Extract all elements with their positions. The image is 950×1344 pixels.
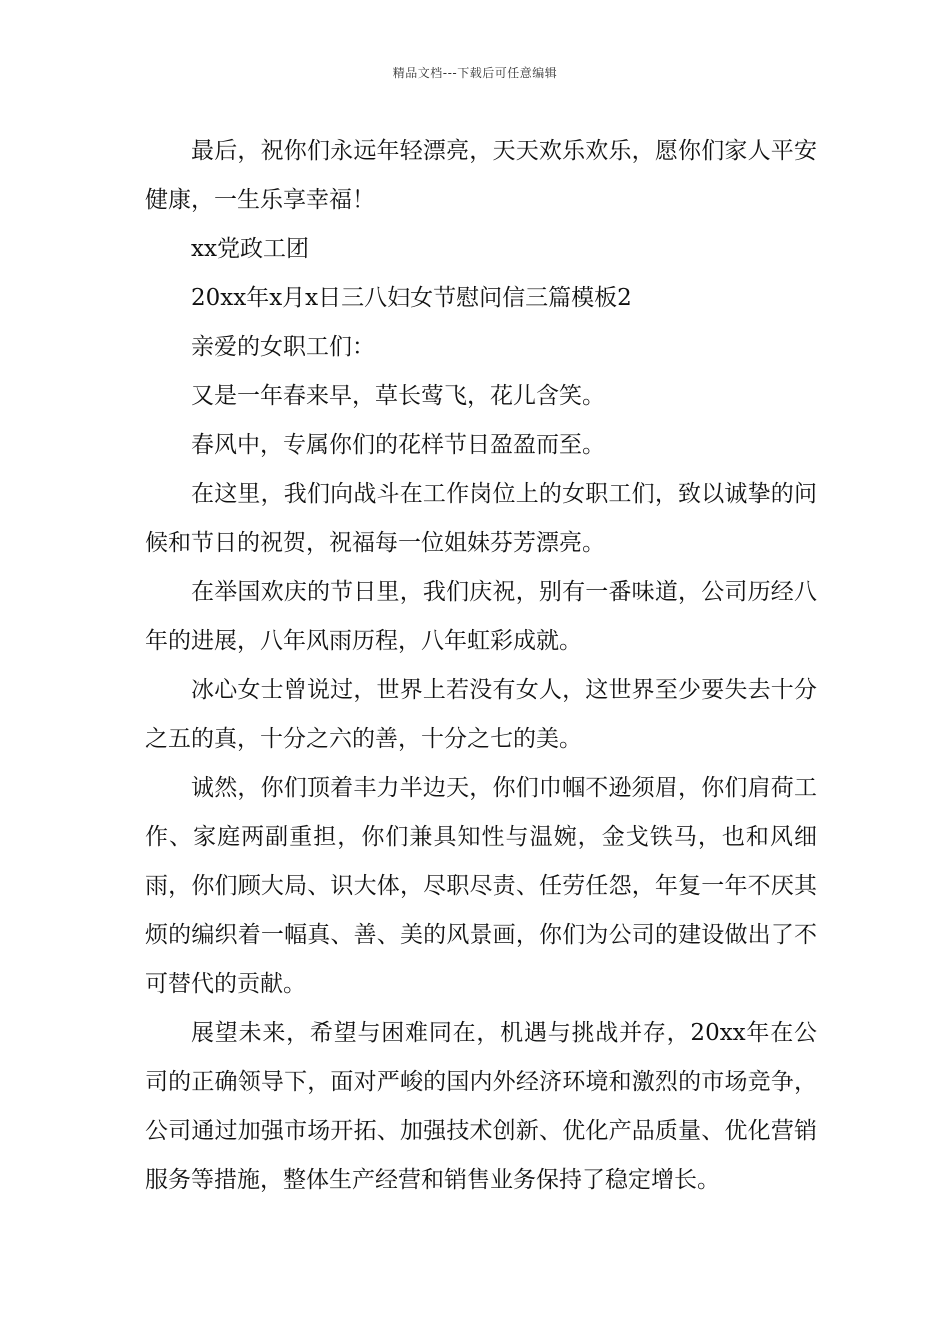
page-header: 精品文档---下载后可任意编辑 <box>392 66 558 80</box>
paragraph-salutation: 亲爱的女职工们： <box>191 334 375 360</box>
paragraph-bingxin-quote: 冰心女士曾说过，世界上若没有女人，这世界至少要失去十分之五的真，十分之六的善，十分之七的美。 <box>145 677 817 752</box>
paragraph-letter-title: 20xx年x月x日三八妇女节慰问信三篇模板2 <box>191 285 632 311</box>
document-body <box>145 127 817 1205</box>
paragraph-company-history: 在举国欢庆的节日里，我们庆祝，别有一番味道，公司历经八年的进展，八年风雨历程，八年虹彩成就。 <box>145 579 817 654</box>
paragraph-praise: 诚然，你们顶着丰力半边天，你们巾帼不逊须眉，你们肩荷工作、家庭两副重担，你们兼具知性与温婉，金戈铁马，也和风细雨，你们顾大局、识大体，尽职尽责、任劳任怨，年复一年不厌其烦的编织着一幅真、善、美的风景画，你们为公司的建设做出了不可替代的贡献。 <box>145 775 817 997</box>
paragraph-greetings: 在这里，我们向战斗在工作岗位上的女职工们，致以诚挚的问候和节日的祝贺，祝福每一位姐妹芬芳漂亮。 <box>145 481 817 556</box>
paragraph-outlook: 展望未来，希望与困难同在，机遇与挑战并存，20xx年在公司的正确领导下，面对严峻的国内外经济环境和激烈的市场竞争，公司通过加强市场开拓、加强技术创新、优化产品质量、优化营销服务等措施，整体生产经营和销售业务保持了稳定增长。 <box>145 1020 817 1193</box>
paragraph-signature: xx党政工团 <box>191 236 309 262</box>
paragraph-festival-arrives: 春风中，专属你们的花样节日盈盈而至。 <box>191 432 605 458</box>
paragraph-spring-arrives: 又是一年春来早，草长莺飞，花儿含笑。 <box>191 383 605 409</box>
paragraph-closing-wishes: 最后，祝你们永远年轻漂亮，天天欢乐欢乐，愿你们家人平安健康，一生乐享幸福！ <box>145 138 817 213</box>
